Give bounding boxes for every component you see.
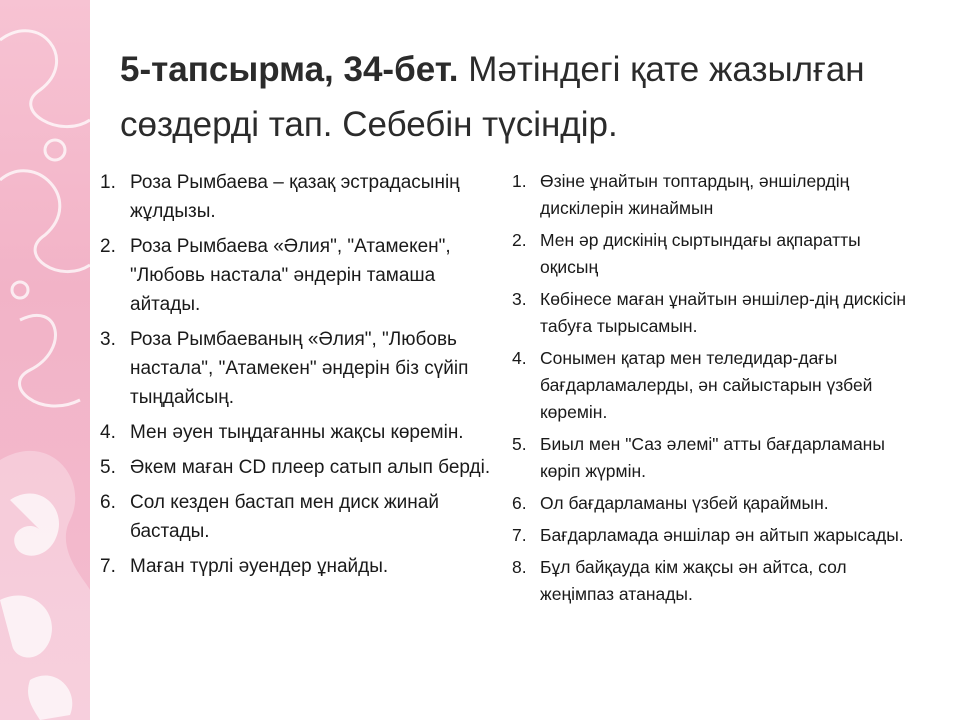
right-sentence-list [512, 168, 912, 613]
title-bold: 5-тапсырма, 34-бет. [120, 50, 459, 89]
item-number: 1. [512, 171, 527, 191]
list-item [512, 522, 912, 549]
item-text: Маған түрлі әуендер ұнайды. [130, 556, 389, 577]
list-item [100, 325, 510, 412]
item-number: 4. [100, 422, 116, 443]
list-item [100, 232, 510, 319]
list-item [512, 554, 912, 608]
item-text: Әкем маған CD плеер сатып алып берді. [130, 457, 491, 478]
item-text: Бұл байқауда кім жақсы ән айтса, сол жеңімпаз атанады. [540, 557, 847, 604]
item-text: Сол кезден бастап мен диск жинай бастады. [130, 492, 439, 542]
item-text: Биыл мен "Саз әлемі" атты бағдарламаны көріп жүрмін. [540, 434, 885, 481]
item-text: Роза Рымбаеваның «Әлия", "Любовь настала", "Атамекен" әндерін біз сүйіп тыңдайсың. [130, 329, 469, 408]
item-text: Мен әр дискінің сыртындағы ақпаратты оқисың [540, 230, 861, 277]
item-number: 7. [512, 525, 527, 545]
item-text: Көбінесе маған ұнайтын әншілер-дің дискісін табуға тырысамын. [540, 289, 907, 336]
item-number: 7. [100, 556, 116, 577]
item-number: 5. [512, 434, 527, 454]
list-item [512, 490, 912, 517]
item-text: Сонымен қатар мен теледидар-дағы бағдарламалерды, ән сайыстарын үзбей көремін. [540, 348, 873, 422]
item-text: Ол бағдарламаны үзбей қараймын. [540, 493, 829, 513]
item-number: 3. [100, 329, 116, 350]
list-item [100, 552, 510, 581]
item-number: 4. [512, 348, 527, 368]
list-item [512, 431, 912, 485]
item-number: 6. [512, 493, 527, 513]
list-item [100, 168, 510, 226]
list-item [512, 345, 912, 426]
item-number: 6. [100, 492, 116, 513]
item-text: Роза Рымбаева «Әлия", "Атамекен", "Любовь настала" әндерін тамаша айтады. [130, 236, 451, 315]
list-item [100, 488, 510, 546]
ornament-pattern-icon [0, 0, 90, 720]
item-text: Өзіне ұнайтын топтардың, әншілердің дискілерін жинаймын [540, 171, 850, 218]
item-text: Бағдарламада әншілар ән айтып жарысады. [540, 525, 904, 545]
list-item [512, 227, 912, 281]
item-number: 3. [512, 289, 527, 309]
list-item [100, 418, 510, 447]
item-number: 2. [512, 230, 527, 250]
list-item [512, 286, 912, 340]
list-item [100, 453, 510, 482]
slide-title [120, 42, 920, 152]
decorative-side-band [0, 0, 90, 720]
item-number: 8. [512, 557, 527, 577]
item-text: Мен әуен тыңдағанны жақсы көремін. [130, 422, 464, 443]
item-text: Роза Рымбаева – қазақ эстрадасынің жұлдызы. [130, 172, 460, 222]
list-item [512, 168, 912, 222]
title-rest: Мәтіндегі қате жазылған сөздерді тап. Себебін түсіндір. [120, 50, 865, 144]
item-number: 1. [100, 172, 116, 193]
item-number: 2. [100, 236, 116, 257]
left-sentence-list [100, 168, 510, 587]
item-number: 5. [100, 457, 116, 478]
